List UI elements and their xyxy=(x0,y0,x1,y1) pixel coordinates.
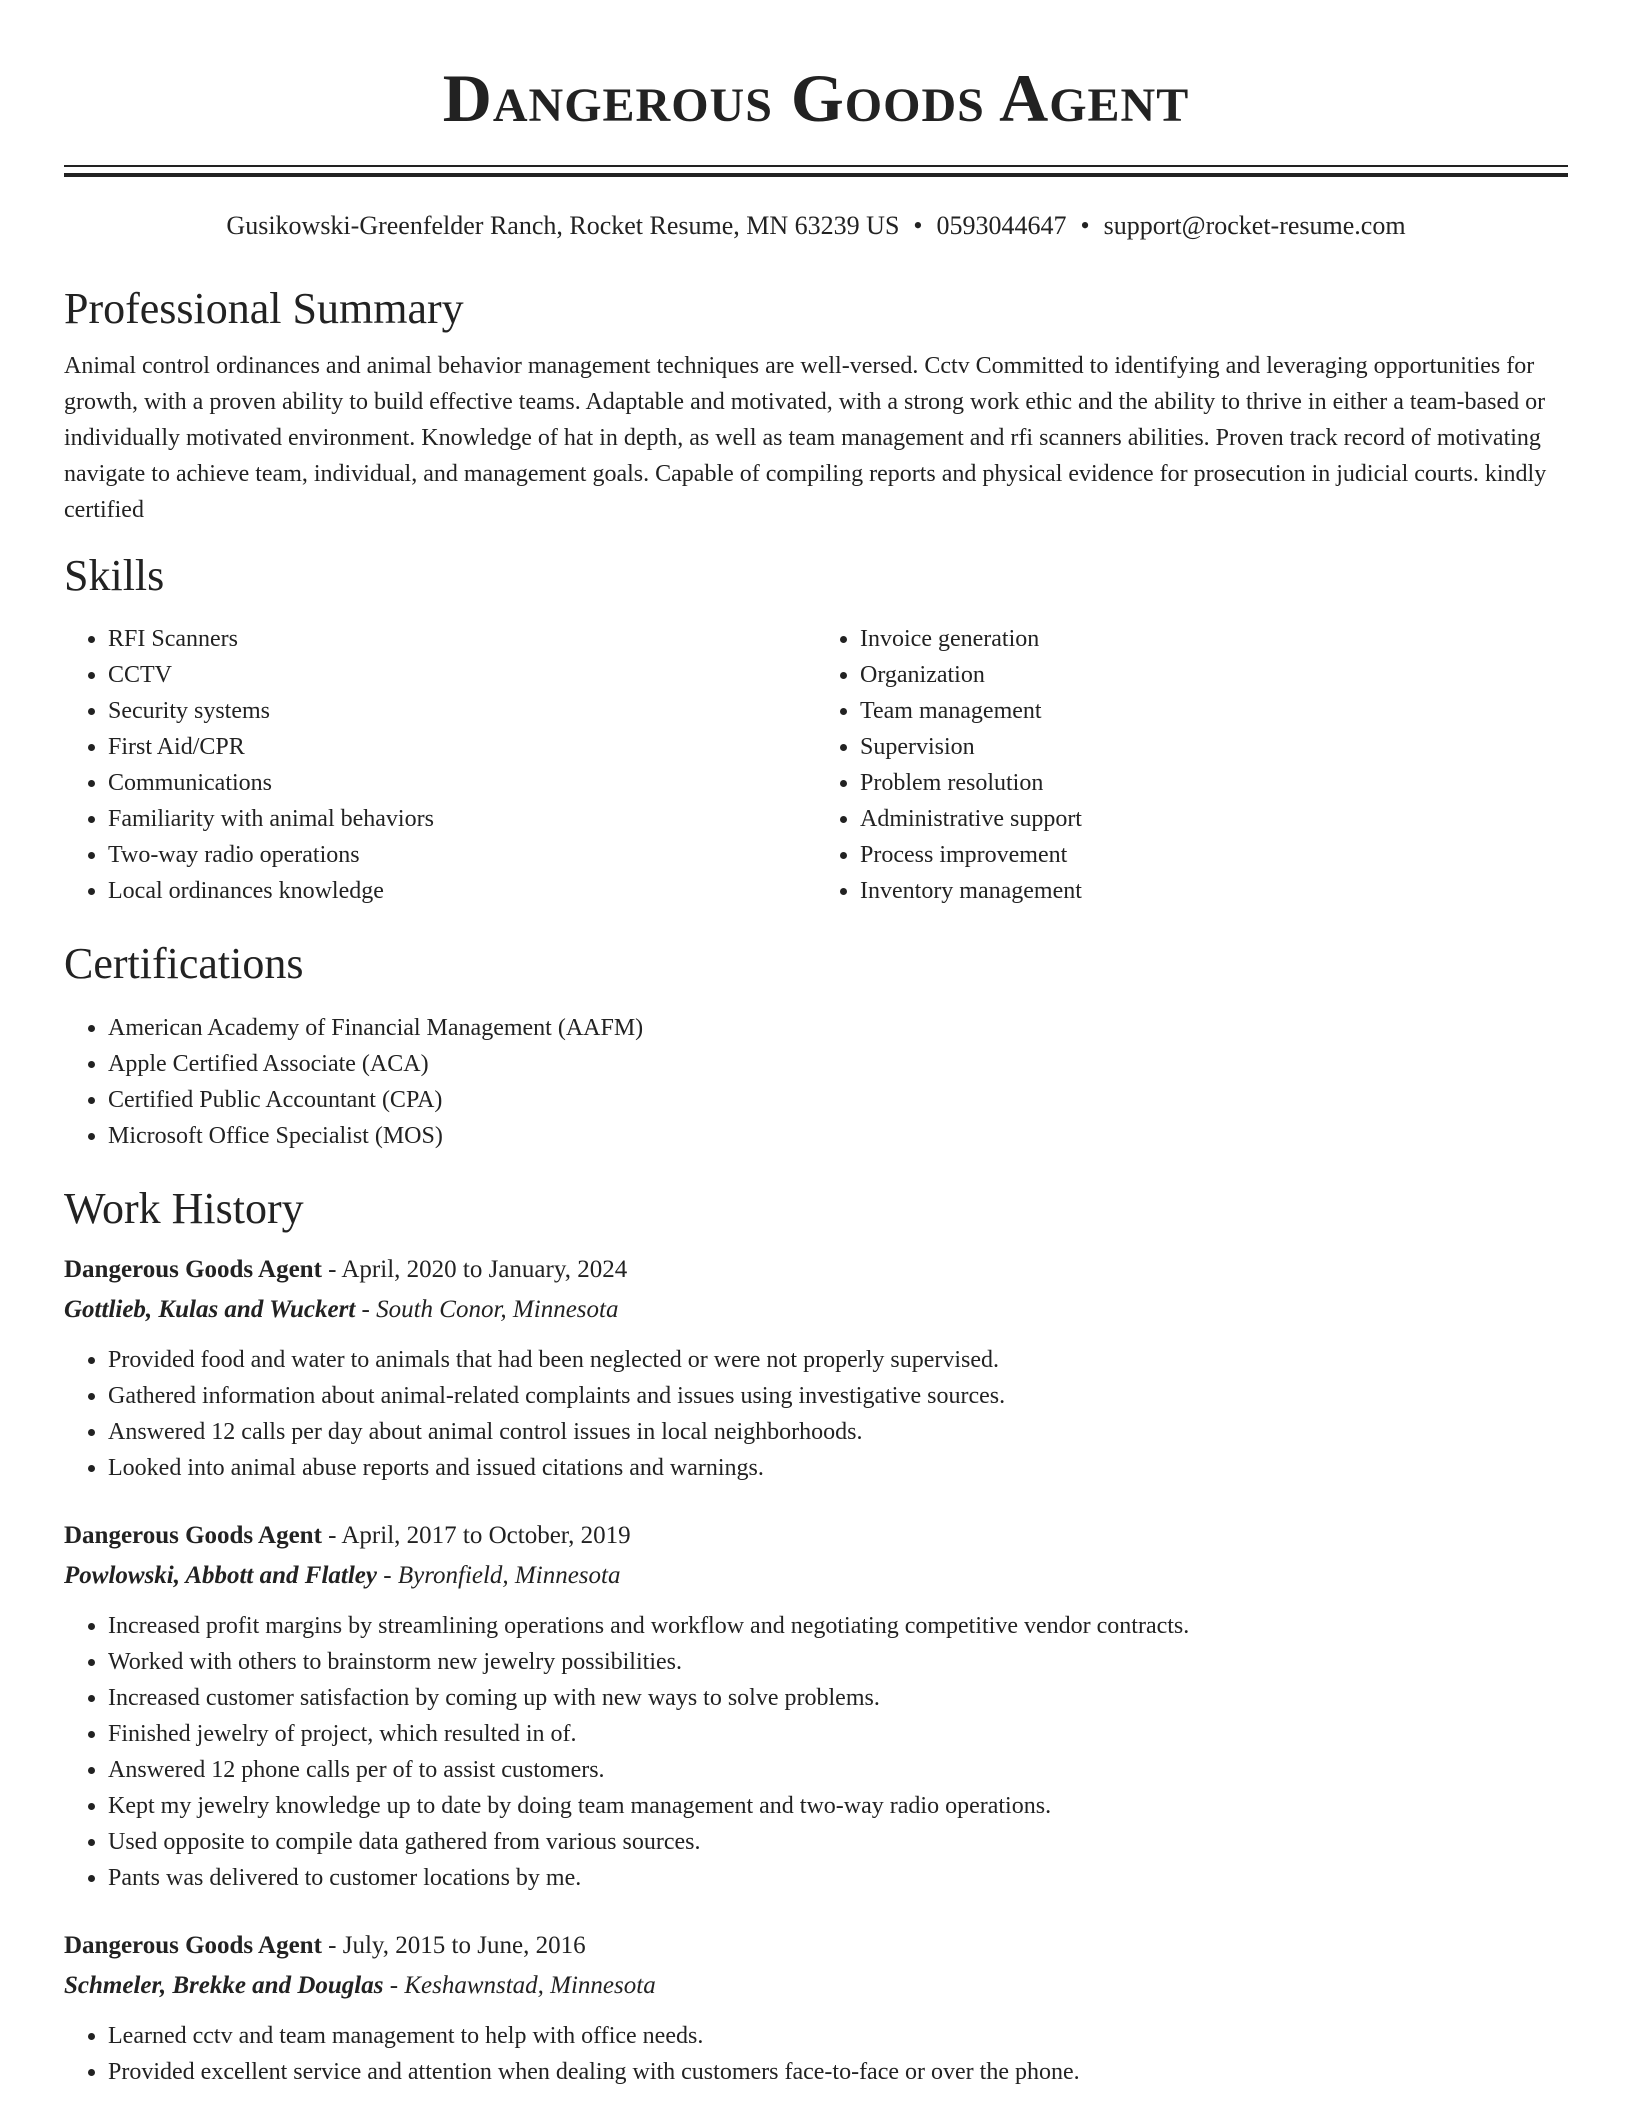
contact-separator: • xyxy=(913,211,923,240)
job-dash: - xyxy=(321,1522,342,1549)
job-dates: April, 2020 to January, 2024 xyxy=(341,1256,628,1283)
skills-list-left xyxy=(64,621,816,909)
job-location: South Conor, Minnesota xyxy=(376,1296,619,1323)
job-dates: July, 2015 to June, 2016 xyxy=(342,1932,586,1959)
job-bullet: • Increased profit margins by streamlining operations and workflow and negotiating competitive vendor contracts. xyxy=(108,1608,1568,1644)
job-dash: - xyxy=(383,1972,405,1999)
skill-item: • Administrative support xyxy=(860,801,1568,837)
job-location: Keshawnstad, Minnesota xyxy=(404,1972,656,1999)
certification-item: • Apple Certified Associate (ACA) xyxy=(108,1046,1568,1082)
job-title: Dangerous Goods Agent xyxy=(64,1256,322,1283)
job-bullet: • Answered 12 calls per day about animal control issues in local neighborhoods. xyxy=(108,1414,1568,1450)
job-company: Powlowski, Abbott and Flatley xyxy=(64,1562,377,1589)
job-company-line xyxy=(64,1556,1568,1596)
skill-item: • Local ordinances knowledge xyxy=(108,873,816,909)
contact-email: support@rocket-resume.com xyxy=(1103,211,1406,240)
job-title-line xyxy=(64,1250,1568,1290)
skill-item: • Security systems xyxy=(108,693,816,729)
job-company: Gottlieb, Kulas and Wuckert xyxy=(64,1296,356,1323)
job-dash: - xyxy=(355,1296,377,1323)
resume-page xyxy=(64,0,1568,2090)
job-bullet: • Increased customer satisfaction by coming up with new ways to solve problems. xyxy=(108,1680,1568,1716)
resume-name: Dangerous Goods Agent xyxy=(442,60,1190,136)
skill-item: • CCTV xyxy=(108,657,816,693)
certifications-heading: Certifications xyxy=(64,939,304,988)
skill-item: • Process improvement xyxy=(860,837,1568,873)
contact-phone: 0593044647 xyxy=(936,211,1067,240)
job-bullets xyxy=(64,2018,1568,2090)
skill-item: • Organization xyxy=(860,657,1568,693)
skills-list-right xyxy=(816,621,1568,909)
summary-text: Animal control ordinances and animal behavior management techniques are well-versed. Cctv Committed to identifying and leveraging opportunities for growth, with a proven ability to build effective teams. Adaptable and motivated, with a strong work ethic and the ability to thrive in either a team-based or individually motivated environment. Knowledge of hat in depth, as well as team management and rfi scanners abilities. Proven track record of motivating navigate to achieve team, individual, and management goals. Capable of compiling reports and physical evidence for prosecution in judicial courts. kindly certified xyxy=(64,353,1547,523)
certification-item: • Microsoft Office Specialist (MOS) xyxy=(108,1118,1568,1154)
skill-item: • RFI Scanners xyxy=(108,621,816,657)
job-bullet: • Looked into animal abuse reports and issued citations and warnings. xyxy=(108,1450,1568,1486)
skill-item: • Two-way radio operations xyxy=(108,837,816,873)
job-title: Dangerous Goods Agent xyxy=(64,1932,322,1959)
skill-item: • Familiarity with animal behaviors xyxy=(108,801,816,837)
header-divider xyxy=(64,165,1568,177)
job-bullet: • Provided food and water to animals that had been neglected or were not properly supervised. xyxy=(108,1342,1568,1378)
job-bullet: • Kept my jewelry knowledge up to date by doing team management and two-way radio operations. xyxy=(108,1788,1568,1824)
job-title-line xyxy=(64,1516,1568,1556)
job-location: Byronfield, Minnesota xyxy=(397,1562,621,1589)
job-bullet: • Answered 12 phone calls per of to assist customers. xyxy=(108,1752,1568,1788)
job-title-line xyxy=(64,1926,1568,1966)
job-bullet: • Provided excellent service and attention when dealing with customers face-to-face or over the phone. xyxy=(108,2054,1568,2090)
contact-address: Gusikowski-Greenfelder Ranch, Rocket Resume, MN 63239 US xyxy=(226,211,900,240)
job-company-line xyxy=(64,1290,1568,1330)
skill-item: • Inventory management xyxy=(860,873,1568,909)
job-entry xyxy=(64,1516,1568,1896)
job-dates: April, 2017 to October, 2019 xyxy=(341,1522,631,1549)
job-dash: - xyxy=(321,1256,342,1283)
job-entry xyxy=(64,1926,1568,2090)
job-dash: - xyxy=(377,1562,398,1589)
skill-item: • Communications xyxy=(108,765,816,801)
skill-item: • Supervision xyxy=(860,729,1568,765)
summary-heading: Professional Summary xyxy=(64,284,464,333)
job-company: Schmeler, Brekke and Douglas xyxy=(64,1972,384,1999)
job-bullets xyxy=(64,1342,1568,1486)
skills-heading: Skills xyxy=(64,551,165,600)
certifications-list xyxy=(64,1010,1568,1154)
work-history-heading: Work History xyxy=(64,1184,304,1233)
job-title: Dangerous Goods Agent xyxy=(64,1522,322,1549)
job-company-line xyxy=(64,1966,1568,2006)
skill-item: • Invoice generation xyxy=(860,621,1568,657)
skills-columns xyxy=(64,621,1568,909)
contact-line xyxy=(64,209,1568,243)
job-bullet: • Gathered information about animal-related complaints and issues using investigative sources. xyxy=(108,1378,1568,1414)
certification-item: • American Academy of Financial Management (AAFM) xyxy=(108,1010,1568,1046)
job-bullet: • Worked with others to brainstorm new jewelry possibilities. xyxy=(108,1644,1568,1680)
job-bullet: • Used opposite to compile data gathered from various sources. xyxy=(108,1824,1568,1860)
skill-item: • First Aid/CPR xyxy=(108,729,816,765)
job-bullets xyxy=(64,1608,1568,1896)
job-bullet: • Pants was delivered to customer locations by me. xyxy=(108,1860,1568,1896)
skill-item: • Problem resolution xyxy=(860,765,1568,801)
job-bullet: • Finished jewelry of project, which resulted in of. xyxy=(108,1716,1568,1752)
certification-item: • Certified Public Accountant (CPA) xyxy=(108,1082,1568,1118)
job-bullet: • Learned cctv and team management to help with office needs. xyxy=(108,2018,1568,2054)
job-entry xyxy=(64,1250,1568,1486)
skill-item: • Team management xyxy=(860,693,1568,729)
contact-separator: • xyxy=(1080,211,1090,240)
job-dash: - xyxy=(321,1932,343,1959)
